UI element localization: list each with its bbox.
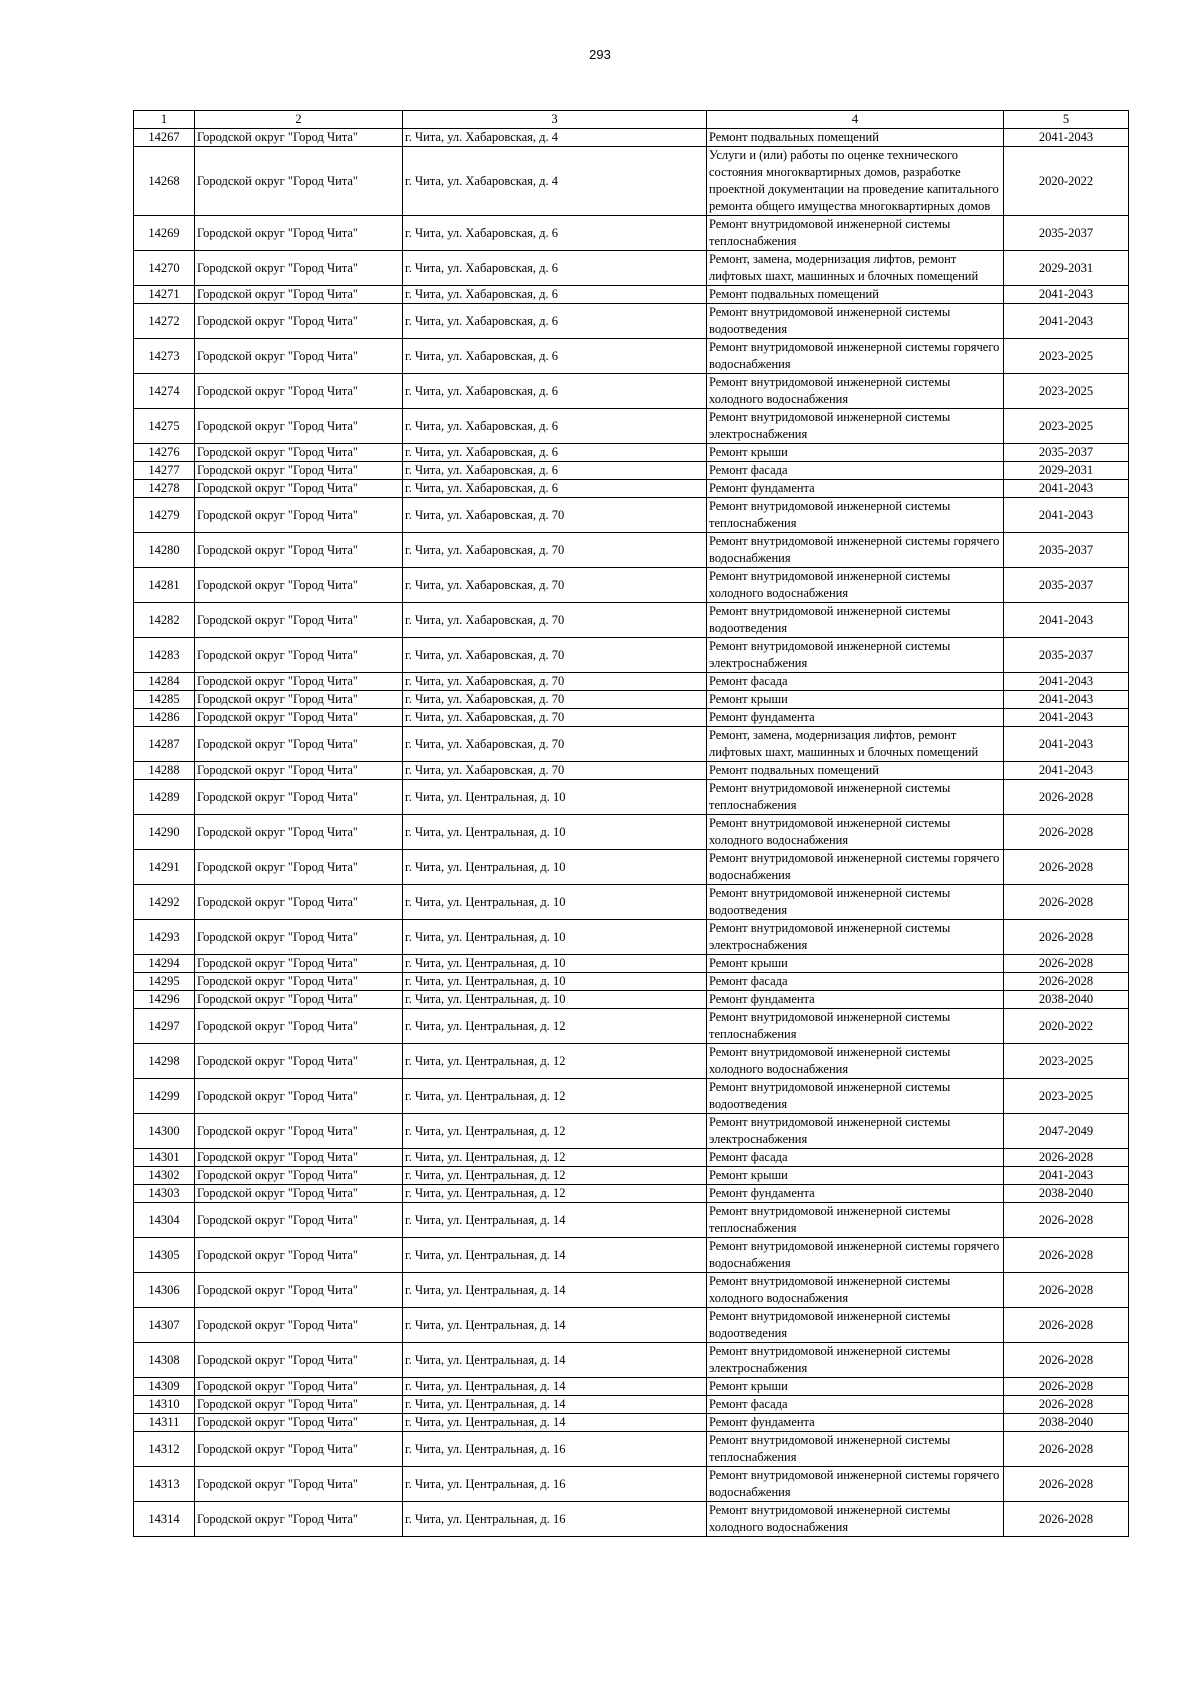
municipality-cell: Городской округ "Город Чита" bbox=[195, 1467, 403, 1502]
row-number-cell: 14308 bbox=[134, 1343, 195, 1378]
address-cell: г. Чита, ул. Центральная, д. 16 bbox=[403, 1432, 707, 1467]
table-row bbox=[134, 1238, 1129, 1273]
address-cell: г. Чита, ул. Центральная, д. 10 bbox=[403, 850, 707, 885]
work-type-cell: Ремонт внутридомовой инженерной системы горячего водоснабжения bbox=[707, 339, 1004, 374]
column-header-3: 3 bbox=[403, 111, 707, 129]
address-cell: г. Чита, ул. Хабаровская, д. 6 bbox=[403, 462, 707, 480]
work-type-cell: Ремонт внутридомовой инженерной системы горячего водоснабжения bbox=[707, 533, 1004, 568]
row-number-cell: 14300 bbox=[134, 1114, 195, 1149]
address-cell: г. Чита, ул. Хабаровская, д. 6 bbox=[403, 374, 707, 409]
work-type-cell: Ремонт внутридомовой инженерной системы теплоснабжения bbox=[707, 216, 1004, 251]
row-number-cell: 14291 bbox=[134, 850, 195, 885]
row-number-cell: 14288 bbox=[134, 762, 195, 780]
address-cell: г. Чита, ул. Центральная, д. 14 bbox=[403, 1414, 707, 1432]
address-cell: г. Чита, ул. Хабаровская, д. 6 bbox=[403, 304, 707, 339]
table-row bbox=[134, 727, 1129, 762]
table-row bbox=[134, 1009, 1129, 1044]
municipality-cell: Городской округ "Город Чита" bbox=[195, 762, 403, 780]
work-type-cell: Ремонт крыши bbox=[707, 1167, 1004, 1185]
municipality-cell: Городской округ "Город Чита" bbox=[195, 480, 403, 498]
table-row bbox=[134, 709, 1129, 727]
address-cell: г. Чита, ул. Центральная, д. 16 bbox=[403, 1467, 707, 1502]
municipality-cell: Городской округ "Город Чита" bbox=[195, 1432, 403, 1467]
table-row bbox=[134, 533, 1129, 568]
row-number-cell: 14298 bbox=[134, 1044, 195, 1079]
municipality-cell: Городской округ "Город Чита" bbox=[195, 129, 403, 147]
table-row bbox=[134, 568, 1129, 603]
work-type-cell: Ремонт крыши bbox=[707, 691, 1004, 709]
period-cell: 2041-2043 bbox=[1004, 603, 1129, 638]
municipality-cell: Городской округ "Город Чита" bbox=[195, 1185, 403, 1203]
period-cell: 2035-2037 bbox=[1004, 444, 1129, 462]
address-cell: г. Чита, ул. Центральная, д. 12 bbox=[403, 1167, 707, 1185]
table-row bbox=[134, 780, 1129, 815]
period-cell: 2041-2043 bbox=[1004, 673, 1129, 691]
work-type-cell: Ремонт фундамента bbox=[707, 480, 1004, 498]
municipality-cell: Городской округ "Город Чита" bbox=[195, 991, 403, 1009]
period-cell: 2020-2022 bbox=[1004, 1009, 1129, 1044]
table-row bbox=[134, 129, 1129, 147]
row-number-cell: 14305 bbox=[134, 1238, 195, 1273]
table-row bbox=[134, 815, 1129, 850]
table-row bbox=[134, 691, 1129, 709]
period-cell: 2026-2028 bbox=[1004, 955, 1129, 973]
municipality-cell: Городской округ "Город Чита" bbox=[195, 1238, 403, 1273]
period-cell: 2026-2028 bbox=[1004, 1273, 1129, 1308]
address-cell: г. Чита, ул. Хабаровская, д. 6 bbox=[403, 409, 707, 444]
municipality-cell: Городской округ "Город Чита" bbox=[195, 1343, 403, 1378]
table-row bbox=[134, 1502, 1129, 1537]
work-type-cell: Ремонт внутридомовой инженерной системы холодного водоснабжения bbox=[707, 1502, 1004, 1537]
work-type-cell: Ремонт внутридомовой инженерной системы холодного водоснабжения bbox=[707, 374, 1004, 409]
period-cell: 2026-2028 bbox=[1004, 1396, 1129, 1414]
period-cell: 2041-2043 bbox=[1004, 691, 1129, 709]
row-number-cell: 14278 bbox=[134, 480, 195, 498]
row-number-cell: 14283 bbox=[134, 638, 195, 673]
municipality-cell: Городской округ "Город Чита" bbox=[195, 691, 403, 709]
work-type-cell: Ремонт внутридомовой инженерной системы водоотведения bbox=[707, 1079, 1004, 1114]
work-type-cell: Ремонт фасада bbox=[707, 462, 1004, 480]
address-cell: г. Чита, ул. Центральная, д. 14 bbox=[403, 1203, 707, 1238]
address-cell: г. Чита, ул. Центральная, д. 12 bbox=[403, 1149, 707, 1167]
work-type-cell: Ремонт внутридомовой инженерной системы горячего водоснабжения bbox=[707, 1238, 1004, 1273]
work-type-cell: Ремонт внутридомовой инженерной системы водоотведения bbox=[707, 1308, 1004, 1343]
row-number-cell: 14313 bbox=[134, 1467, 195, 1502]
municipality-cell: Городской округ "Город Чита" bbox=[195, 1414, 403, 1432]
period-cell: 2026-2028 bbox=[1004, 780, 1129, 815]
address-cell: г. Чита, ул. Хабаровская, д. 70 bbox=[403, 727, 707, 762]
row-number-cell: 14284 bbox=[134, 673, 195, 691]
work-type-cell: Ремонт подвальных помещений bbox=[707, 762, 1004, 780]
work-type-cell: Ремонт крыши bbox=[707, 955, 1004, 973]
row-number-cell: 14302 bbox=[134, 1167, 195, 1185]
table-row bbox=[134, 1167, 1129, 1185]
address-cell: г. Чита, ул. Хабаровская, д. 70 bbox=[403, 762, 707, 780]
period-cell: 2041-2043 bbox=[1004, 727, 1129, 762]
address-cell: г. Чита, ул. Центральная, д. 10 bbox=[403, 920, 707, 955]
period-cell: 2047-2049 bbox=[1004, 1114, 1129, 1149]
work-type-cell: Ремонт внутридомовой инженерной системы теплоснабжения bbox=[707, 1009, 1004, 1044]
address-cell: г. Чита, ул. Центральная, д. 14 bbox=[403, 1343, 707, 1378]
municipality-cell: Городской округ "Город Чита" bbox=[195, 462, 403, 480]
column-header-2: 2 bbox=[195, 111, 403, 129]
work-type-cell: Ремонт, замена, модернизация лифтов, ремонт лифтовых шахт, машинных и блочных помещений bbox=[707, 727, 1004, 762]
period-cell: 2023-2025 bbox=[1004, 1079, 1129, 1114]
address-cell: г. Чита, ул. Центральная, д. 12 bbox=[403, 1185, 707, 1203]
table-row bbox=[134, 920, 1129, 955]
municipality-cell: Городской округ "Город Чита" bbox=[195, 304, 403, 339]
row-number-cell: 14268 bbox=[134, 147, 195, 216]
address-cell: г. Чита, ул. Центральная, д. 14 bbox=[403, 1238, 707, 1273]
row-number-cell: 14304 bbox=[134, 1203, 195, 1238]
address-cell: г. Чита, ул. Центральная, д. 10 bbox=[403, 991, 707, 1009]
table-row bbox=[134, 1273, 1129, 1308]
address-cell: г. Чита, ул. Хабаровская, д. 4 bbox=[403, 147, 707, 216]
municipality-cell: Городской округ "Город Чита" bbox=[195, 780, 403, 815]
address-cell: г. Чита, ул. Хабаровская, д. 70 bbox=[403, 603, 707, 638]
table-row bbox=[134, 147, 1129, 216]
row-number-cell: 14280 bbox=[134, 533, 195, 568]
address-cell: г. Чита, ул. Хабаровская, д. 70 bbox=[403, 568, 707, 603]
table-row bbox=[134, 1467, 1129, 1502]
period-cell: 2035-2037 bbox=[1004, 533, 1129, 568]
table-header-row bbox=[134, 111, 1129, 129]
row-number-cell: 14282 bbox=[134, 603, 195, 638]
row-number-cell: 14274 bbox=[134, 374, 195, 409]
address-cell: г. Чита, ул. Хабаровская, д. 6 bbox=[403, 286, 707, 304]
period-cell: 2041-2043 bbox=[1004, 129, 1129, 147]
municipality-cell: Городской округ "Город Чита" bbox=[195, 603, 403, 638]
table-row bbox=[134, 1378, 1129, 1396]
municipality-cell: Городской округ "Город Чита" bbox=[195, 955, 403, 973]
table-row bbox=[134, 1308, 1129, 1343]
period-cell: 2026-2028 bbox=[1004, 885, 1129, 920]
municipality-cell: Городской округ "Город Чита" bbox=[195, 1149, 403, 1167]
work-type-cell: Ремонт внутридомовой инженерной системы теплоснабжения bbox=[707, 1432, 1004, 1467]
period-cell: 2029-2031 bbox=[1004, 462, 1129, 480]
work-type-cell: Ремонт внутридомовой инженерной системы теплоснабжения bbox=[707, 498, 1004, 533]
address-cell: г. Чита, ул. Хабаровская, д. 6 bbox=[403, 444, 707, 462]
period-cell: 2026-2028 bbox=[1004, 920, 1129, 955]
row-number-cell: 14276 bbox=[134, 444, 195, 462]
work-type-cell: Ремонт внутридомовой инженерной системы электроснабжения bbox=[707, 1114, 1004, 1149]
row-number-cell: 14269 bbox=[134, 216, 195, 251]
work-type-cell: Ремонт внутридомовой инженерной системы водоотведения bbox=[707, 603, 1004, 638]
table-row bbox=[134, 480, 1129, 498]
row-number-cell: 14290 bbox=[134, 815, 195, 850]
period-cell: 2023-2025 bbox=[1004, 1044, 1129, 1079]
period-cell: 2023-2025 bbox=[1004, 339, 1129, 374]
table-row bbox=[134, 885, 1129, 920]
row-number-cell: 14287 bbox=[134, 727, 195, 762]
row-number-cell: 14310 bbox=[134, 1396, 195, 1414]
period-cell: 2041-2043 bbox=[1004, 762, 1129, 780]
work-type-cell: Ремонт фундамента bbox=[707, 1414, 1004, 1432]
address-cell: г. Чита, ул. Центральная, д. 14 bbox=[403, 1378, 707, 1396]
table-row bbox=[134, 409, 1129, 444]
period-cell: 2035-2037 bbox=[1004, 638, 1129, 673]
address-cell: г. Чита, ул. Центральная, д. 10 bbox=[403, 815, 707, 850]
table-row bbox=[134, 1044, 1129, 1079]
row-number-cell: 14294 bbox=[134, 955, 195, 973]
period-cell: 2026-2028 bbox=[1004, 973, 1129, 991]
municipality-cell: Городской округ "Город Чита" bbox=[195, 216, 403, 251]
period-cell: 2038-2040 bbox=[1004, 1185, 1129, 1203]
address-cell: г. Чита, ул. Хабаровская, д. 70 bbox=[403, 673, 707, 691]
table-row bbox=[134, 762, 1129, 780]
row-number-cell: 14312 bbox=[134, 1432, 195, 1467]
row-number-cell: 14275 bbox=[134, 409, 195, 444]
municipality-cell: Городской округ "Город Чита" bbox=[195, 1114, 403, 1149]
column-header-5: 5 bbox=[1004, 111, 1129, 129]
municipality-cell: Городской округ "Город Чита" bbox=[195, 673, 403, 691]
table-body bbox=[134, 129, 1129, 1537]
row-number-cell: 14279 bbox=[134, 498, 195, 533]
table-row bbox=[134, 216, 1129, 251]
work-type-cell: Ремонт внутридомовой инженерной системы водоотведения bbox=[707, 304, 1004, 339]
address-cell: г. Чита, ул. Центральная, д. 14 bbox=[403, 1396, 707, 1414]
row-number-cell: 14289 bbox=[134, 780, 195, 815]
table-row bbox=[134, 286, 1129, 304]
work-type-cell: Ремонт, замена, модернизация лифтов, ремонт лифтовых шахт, машинных и блочных помещений bbox=[707, 251, 1004, 286]
municipality-cell: Городской округ "Город Чита" bbox=[195, 1396, 403, 1414]
table-row bbox=[134, 462, 1129, 480]
address-cell: г. Чита, ул. Хабаровская, д. 70 bbox=[403, 498, 707, 533]
table-row bbox=[134, 1343, 1129, 1378]
work-type-cell: Ремонт крыши bbox=[707, 1378, 1004, 1396]
municipality-cell: Городской округ "Город Чита" bbox=[195, 1044, 403, 1079]
row-number-cell: 14303 bbox=[134, 1185, 195, 1203]
period-cell: 2041-2043 bbox=[1004, 286, 1129, 304]
row-number-cell: 14272 bbox=[134, 304, 195, 339]
period-cell: 2041-2043 bbox=[1004, 304, 1129, 339]
municipality-cell: Городской округ "Город Чита" bbox=[195, 1502, 403, 1537]
address-cell: г. Чита, ул. Центральная, д. 12 bbox=[403, 1079, 707, 1114]
address-cell: г. Чита, ул. Центральная, д. 14 bbox=[403, 1308, 707, 1343]
period-cell: 2023-2025 bbox=[1004, 409, 1129, 444]
work-type-cell: Ремонт внутридомовой инженерной системы электроснабжения bbox=[707, 1343, 1004, 1378]
table-row bbox=[134, 1185, 1129, 1203]
municipality-cell: Городской округ "Город Чита" bbox=[195, 727, 403, 762]
municipality-cell: Городской округ "Город Чита" bbox=[195, 1378, 403, 1396]
work-type-cell: Ремонт фасада bbox=[707, 673, 1004, 691]
period-cell: 2026-2028 bbox=[1004, 1432, 1129, 1467]
municipality-cell: Городской округ "Город Чита" bbox=[195, 1308, 403, 1343]
work-type-cell: Ремонт крыши bbox=[707, 444, 1004, 462]
row-number-cell: 14293 bbox=[134, 920, 195, 955]
period-cell: 2038-2040 bbox=[1004, 991, 1129, 1009]
table-row bbox=[134, 251, 1129, 286]
table-row bbox=[134, 374, 1129, 409]
table-row bbox=[134, 1149, 1129, 1167]
work-type-cell: Ремонт подвальных помещений bbox=[707, 129, 1004, 147]
period-cell: 2026-2028 bbox=[1004, 850, 1129, 885]
municipality-cell: Городской округ "Город Чита" bbox=[195, 568, 403, 603]
work-type-cell: Ремонт внутридомовой инженерной системы электроснабжения bbox=[707, 638, 1004, 673]
table-row bbox=[134, 973, 1129, 991]
address-cell: г. Чита, ул. Центральная, д. 16 bbox=[403, 1502, 707, 1537]
row-number-cell: 14281 bbox=[134, 568, 195, 603]
work-type-cell: Ремонт фасада bbox=[707, 1396, 1004, 1414]
work-type-cell: Ремонт подвальных помещений bbox=[707, 286, 1004, 304]
row-number-cell: 14273 bbox=[134, 339, 195, 374]
municipality-cell: Городской округ "Город Чита" bbox=[195, 1009, 403, 1044]
work-type-cell: Ремонт внутридомовой инженерной системы холодного водоснабжения bbox=[707, 815, 1004, 850]
address-cell: г. Чита, ул. Центральная, д. 10 bbox=[403, 973, 707, 991]
period-cell: 2041-2043 bbox=[1004, 1167, 1129, 1185]
work-type-cell: Ремонт фундамента bbox=[707, 709, 1004, 727]
work-type-cell: Ремонт внутридомовой инженерной системы горячего водоснабжения bbox=[707, 850, 1004, 885]
table-row bbox=[134, 1079, 1129, 1114]
period-cell: 2020-2022 bbox=[1004, 147, 1129, 216]
address-cell: г. Чита, ул. Хабаровская, д. 4 bbox=[403, 129, 707, 147]
table-row bbox=[134, 1396, 1129, 1414]
municipality-cell: Городской округ "Город Чита" bbox=[195, 444, 403, 462]
work-type-cell: Ремонт фасада bbox=[707, 973, 1004, 991]
municipality-cell: Городской округ "Город Чита" bbox=[195, 1273, 403, 1308]
period-cell: 2029-2031 bbox=[1004, 251, 1129, 286]
table-row bbox=[134, 850, 1129, 885]
table-row bbox=[134, 673, 1129, 691]
row-number-cell: 14297 bbox=[134, 1009, 195, 1044]
row-number-cell: 14271 bbox=[134, 286, 195, 304]
table-row bbox=[134, 955, 1129, 973]
municipality-cell: Городской округ "Город Чита" bbox=[195, 815, 403, 850]
work-type-cell: Ремонт внутридомовой инженерной системы теплоснабжения bbox=[707, 780, 1004, 815]
row-number-cell: 14285 bbox=[134, 691, 195, 709]
period-cell: 2041-2043 bbox=[1004, 480, 1129, 498]
period-cell: 2026-2028 bbox=[1004, 1149, 1129, 1167]
column-header-1: 1 bbox=[134, 111, 195, 129]
row-number-cell: 14296 bbox=[134, 991, 195, 1009]
row-number-cell: 14270 bbox=[134, 251, 195, 286]
table-row bbox=[134, 1432, 1129, 1467]
municipality-cell: Городской округ "Город Чита" bbox=[195, 339, 403, 374]
municipality-cell: Городской округ "Город Чита" bbox=[195, 885, 403, 920]
address-cell: г. Чита, ул. Хабаровская, д. 6 bbox=[403, 251, 707, 286]
period-cell: 2026-2028 bbox=[1004, 1467, 1129, 1502]
address-cell: г. Чита, ул. Хабаровская, д. 70 bbox=[403, 533, 707, 568]
period-cell: 2023-2025 bbox=[1004, 374, 1129, 409]
municipality-cell: Городской округ "Город Чита" bbox=[195, 709, 403, 727]
period-cell: 2026-2028 bbox=[1004, 1343, 1129, 1378]
municipality-cell: Городской округ "Город Чита" bbox=[195, 920, 403, 955]
row-number-cell: 14277 bbox=[134, 462, 195, 480]
page-number: 293 bbox=[589, 47, 611, 62]
table-row bbox=[134, 339, 1129, 374]
municipality-cell: Городской округ "Город Чита" bbox=[195, 286, 403, 304]
row-number-cell: 14292 bbox=[134, 885, 195, 920]
municipality-cell: Городской округ "Город Чита" bbox=[195, 374, 403, 409]
municipality-cell: Городской округ "Город Чита" bbox=[195, 409, 403, 444]
table-row bbox=[134, 638, 1129, 673]
address-cell: г. Чита, ул. Хабаровская, д. 6 bbox=[403, 480, 707, 498]
municipality-cell: Городской округ "Город Чита" bbox=[195, 973, 403, 991]
address-cell: г. Чита, ул. Центральная, д. 12 bbox=[403, 1044, 707, 1079]
address-cell: г. Чита, ул. Центральная, д. 10 bbox=[403, 955, 707, 973]
address-cell: г. Чита, ул. Центральная, д. 10 bbox=[403, 780, 707, 815]
period-cell: 2035-2037 bbox=[1004, 568, 1129, 603]
row-number-cell: 14267 bbox=[134, 129, 195, 147]
row-number-cell: 14309 bbox=[134, 1378, 195, 1396]
work-type-cell: Ремонт фундамента bbox=[707, 991, 1004, 1009]
work-type-cell: Ремонт внутридомовой инженерной системы холодного водоснабжения bbox=[707, 1273, 1004, 1308]
table-row bbox=[134, 991, 1129, 1009]
row-number-cell: 14295 bbox=[134, 973, 195, 991]
work-type-cell: Услуги и (или) работы по оценке технического состояния многоквартирных домов, разработке проектной документации на проведение капитального ремонта общего имущества многоквартирных домов bbox=[707, 147, 1004, 216]
address-cell: г. Чита, ул. Хабаровская, д. 70 bbox=[403, 709, 707, 727]
municipality-cell: Городской округ "Город Чита" bbox=[195, 147, 403, 216]
period-cell: 2026-2028 bbox=[1004, 1378, 1129, 1396]
table-row bbox=[134, 1414, 1129, 1432]
row-number-cell: 14299 bbox=[134, 1079, 195, 1114]
municipality-cell: Городской округ "Город Чита" bbox=[195, 638, 403, 673]
period-cell: 2026-2028 bbox=[1004, 1203, 1129, 1238]
table-row bbox=[134, 498, 1129, 533]
municipality-cell: Городской округ "Город Чита" bbox=[195, 850, 403, 885]
municipality-cell: Городской округ "Город Чита" bbox=[195, 1079, 403, 1114]
capital-repair-table bbox=[133, 110, 1129, 1537]
address-cell: г. Чита, ул. Хабаровская, д. 6 bbox=[403, 339, 707, 374]
municipality-cell: Городской округ "Город Чита" bbox=[195, 498, 403, 533]
address-cell: г. Чита, ул. Хабаровская, д. 70 bbox=[403, 638, 707, 673]
address-cell: г. Чита, ул. Центральная, д. 14 bbox=[403, 1273, 707, 1308]
work-type-cell: Ремонт внутридомовой инженерной системы теплоснабжения bbox=[707, 1203, 1004, 1238]
table-row bbox=[134, 444, 1129, 462]
address-cell: г. Чита, ул. Хабаровская, д. 6 bbox=[403, 216, 707, 251]
municipality-cell: Городской округ "Город Чита" bbox=[195, 1167, 403, 1185]
address-cell: г. Чита, ул. Центральная, д. 12 bbox=[403, 1009, 707, 1044]
row-number-cell: 14307 bbox=[134, 1308, 195, 1343]
address-cell: г. Чита, ул. Центральная, д. 10 bbox=[403, 885, 707, 920]
period-cell: 2041-2043 bbox=[1004, 498, 1129, 533]
row-number-cell: 14314 bbox=[134, 1502, 195, 1537]
period-cell: 2026-2028 bbox=[1004, 1502, 1129, 1537]
row-number-cell: 14286 bbox=[134, 709, 195, 727]
period-cell: 2035-2037 bbox=[1004, 216, 1129, 251]
period-cell: 2026-2028 bbox=[1004, 1238, 1129, 1273]
address-cell: г. Чита, ул. Хабаровская, д. 70 bbox=[403, 691, 707, 709]
column-header-4: 4 bbox=[707, 111, 1004, 129]
period-cell: 2026-2028 bbox=[1004, 1308, 1129, 1343]
work-type-cell: Ремонт внутридомовой инженерной системы водоотведения bbox=[707, 885, 1004, 920]
row-number-cell: 14306 bbox=[134, 1273, 195, 1308]
work-type-cell: Ремонт внутридомовой инженерной системы электроснабжения bbox=[707, 409, 1004, 444]
work-type-cell: Ремонт внутридомовой инженерной системы горячего водоснабжения bbox=[707, 1467, 1004, 1502]
period-cell: 2041-2043 bbox=[1004, 709, 1129, 727]
municipality-cell: Городской округ "Город Чита" bbox=[195, 251, 403, 286]
table-row bbox=[134, 603, 1129, 638]
period-cell: 2038-2040 bbox=[1004, 1414, 1129, 1432]
row-number-cell: 14311 bbox=[134, 1414, 195, 1432]
work-type-cell: Ремонт внутридомовой инженерной системы электроснабжения bbox=[707, 920, 1004, 955]
municipality-cell: Городской округ "Город Чита" bbox=[195, 1203, 403, 1238]
work-type-cell: Ремонт фасада bbox=[707, 1149, 1004, 1167]
table-row bbox=[134, 304, 1129, 339]
row-number-cell: 14301 bbox=[134, 1149, 195, 1167]
work-type-cell: Ремонт внутридомовой инженерной системы холодного водоснабжения bbox=[707, 568, 1004, 603]
work-type-cell: Ремонт фундамента bbox=[707, 1185, 1004, 1203]
table-row bbox=[134, 1203, 1129, 1238]
table-row bbox=[134, 1114, 1129, 1149]
work-type-cell: Ремонт внутридомовой инженерной системы холодного водоснабжения bbox=[707, 1044, 1004, 1079]
address-cell: г. Чита, ул. Центральная, д. 12 bbox=[403, 1114, 707, 1149]
municipality-cell: Городской округ "Город Чита" bbox=[195, 533, 403, 568]
period-cell: 2026-2028 bbox=[1004, 815, 1129, 850]
